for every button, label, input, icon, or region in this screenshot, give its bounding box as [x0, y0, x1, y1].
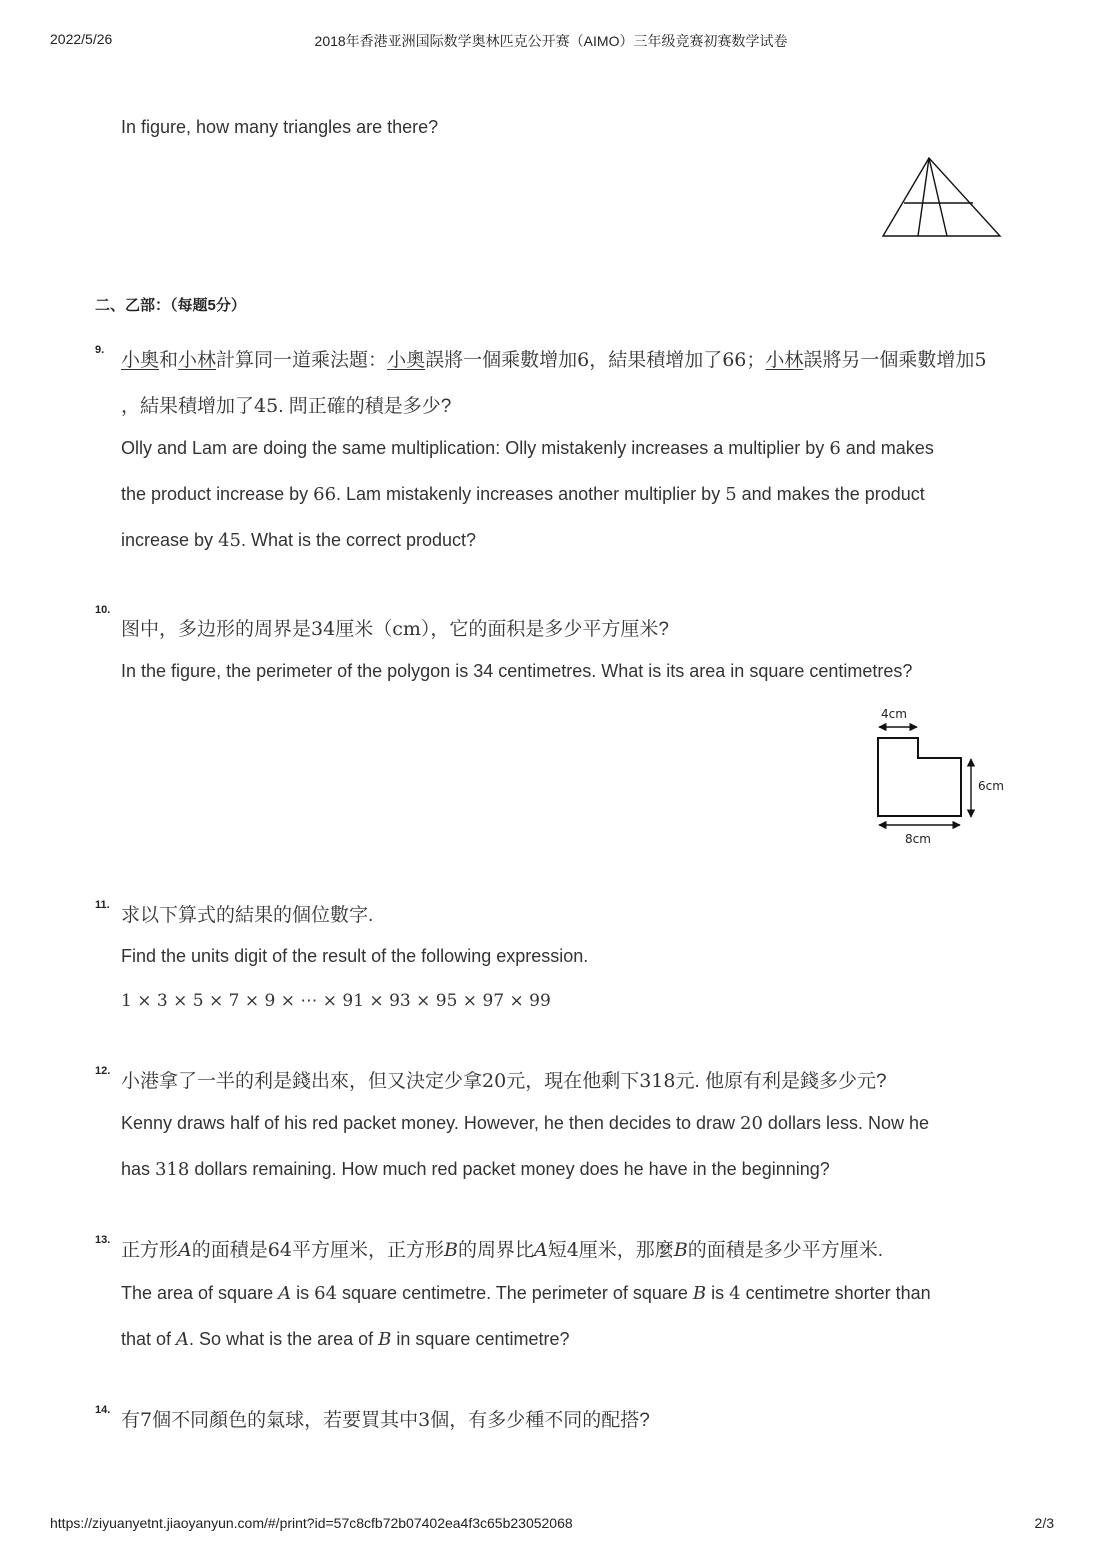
question-number-12: 12.	[95, 1065, 111, 1077]
question-number-11: 11.	[95, 899, 110, 911]
label-4cm: 4cm	[881, 707, 907, 721]
q8-english: In figure, how many triangles are there?	[121, 117, 439, 137]
q9-chinese-line1: 小奧和小林計算同一道乘法題：小奧誤將一個乘數增加6，結果積增加了66；小林誤將另一個乘數增加5	[121, 349, 987, 371]
polygon-figure	[868, 700, 1008, 852]
question-number-13: 13.	[95, 1234, 111, 1246]
label-6cm: 6cm	[978, 779, 1004, 793]
q12-english-line2: has 318 dollars remaining. How much red packet money does he have in the beginning?	[121, 1159, 830, 1180]
page-number: 2/3	[1034, 1515, 1054, 1531]
question-number-9: 9.	[95, 344, 105, 356]
name-xiaoao: 小奧	[387, 350, 426, 371]
q13-english-line2: that of A. So what is the area of B in square centimetre?	[121, 1329, 570, 1350]
label-8cm: 8cm	[905, 832, 931, 846]
q12-english-line1: Kenny draws half of his red packet money. However, he then decides to draw 20 dollars less. Now he	[121, 1113, 929, 1134]
triangle-outline	[883, 158, 1000, 236]
question-number-10: 10.	[95, 604, 111, 616]
q10-english: In the figure, the perimeter of the polygon is 34 centimetres. What is its area in square centimetres?	[121, 661, 913, 681]
q14-chinese: 有7個不同顏色的氣球，若要買其中3個，有多少種不同的配搭?	[121, 1409, 650, 1431]
q10-chinese: 图中，多边形的周界是34厘米（cm），它的面积是多少平方厘米?	[121, 618, 669, 640]
name-xiaolin: 小林	[178, 350, 217, 371]
l-shaped-polygon	[878, 738, 961, 816]
header-date: 2022/5/26	[50, 31, 113, 47]
q9-english-line1: Olly and Lam are doing the same multiplication: Olly mistakenly increases a multiplier by 6 and makes	[121, 438, 934, 459]
section-b-heading: 二、乙部：（每题5分）	[95, 297, 246, 314]
footer-url[interactable]: https://ziyuanyetnt.jiaoyanyun.com/#/print?id=57c8cfb72b07402ea4f3c65b23052068	[50, 1515, 573, 1531]
q9-english-line2: the product increase by 66. Lam mistakenly increases another multiplier by 5 and makes the product	[121, 484, 925, 505]
q9-english-line3: increase by 45. What is the correct product?	[121, 530, 477, 551]
q12-chinese: 小港拿了一半的利是錢出來，但又決定少拿20元，現在他剩下318元. 他原有利是錢多少元?	[121, 1070, 887, 1092]
name-xiaoao: 小奧	[121, 350, 160, 371]
q9-chinese-line2: ，結果積增加了45. 問正確的積是多少?	[121, 395, 452, 417]
name-xiaolin: 小林	[765, 350, 804, 371]
q11-english: Find the units digit of the result of the following expression.	[121, 946, 589, 966]
q11-chinese: 求以下算式的結果的個位數字.	[121, 905, 374, 926]
q11-expression: 1 × 3 × 5 × 7 × 9 × ⋯ × 91 × 93 × 95 × 97 × 99	[121, 991, 551, 1011]
triangle-line-right	[929, 158, 947, 236]
header-title: 2018年香港亚洲国际数学奥林匹克公开赛（AIMO）三年级竞赛初赛数学试卷	[314, 33, 788, 49]
triangle-figure	[880, 155, 1004, 241]
triangle-line-left	[918, 158, 929, 236]
question-number-14: 14.	[95, 1404, 111, 1416]
q13-english-line1: The area of square A is 64 square centimetre. The perimeter of square B is 4 centimetre shorter than	[121, 1283, 931, 1304]
q13-chinese: 正方形A的面積是64平方厘米，正方形B的周界比A短4厘米，那麼B的面積是多少平方厘米.	[121, 1239, 884, 1261]
